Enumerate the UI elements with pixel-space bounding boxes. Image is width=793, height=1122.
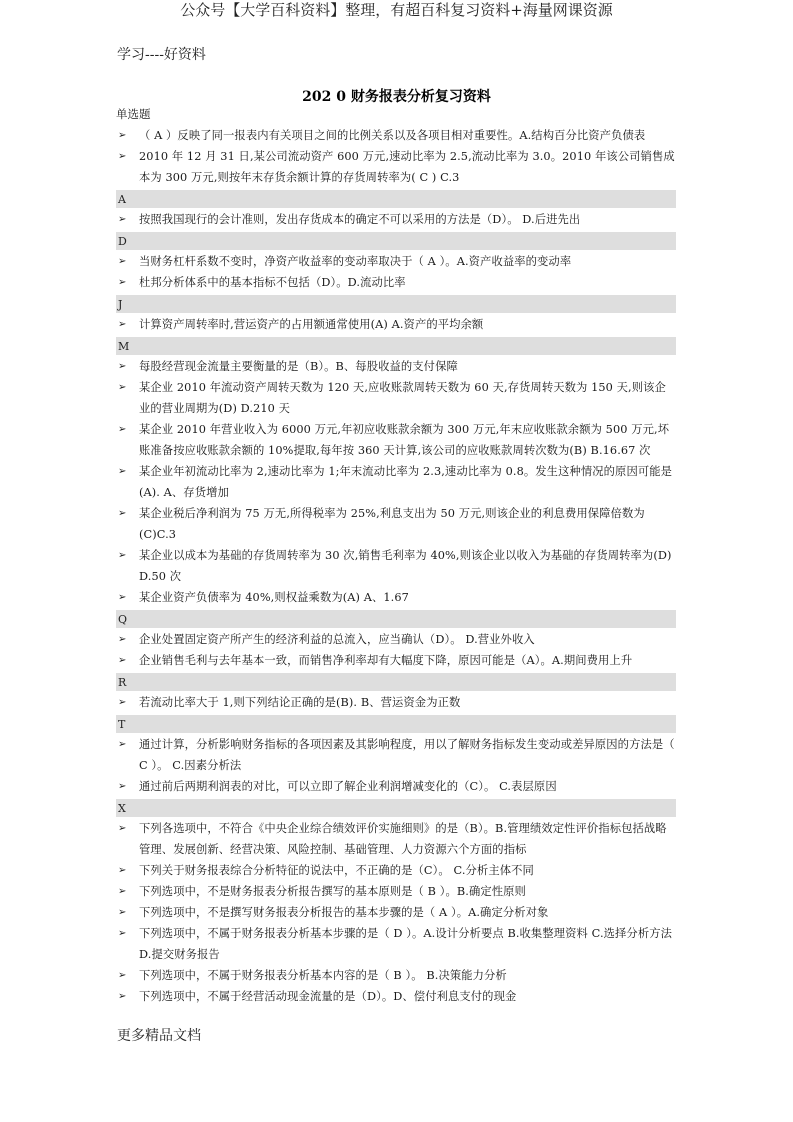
question-text: 若流动比率大于 1,则下列结论正确的是(B). B、营运资金为正数 [139,696,461,709]
question-text: （ A ）反映了同一报表内有关项目之间的比例关系以及各项目相对重要性。A.结构百分比资产负债表 [139,129,646,142]
question-item [116,146,676,188]
question-item [116,776,676,797]
question-text: 企业销售毛利与去年基本一致，而销售净利率却有大幅度下降，原因可能是（A）。A.期间费用上升 [139,654,633,667]
question-text: 某企业 2010 年流动资产周转天数为 120 天,应收账款周转天数为 60 天,存货周转天数为 150 天,则该企业的营业周期为(D) D.210 天 [139,381,666,415]
arrow-bullet-icon: ➢ [118,466,127,477]
question-text: 某企业年初流动比率为 2,速动比率为 1;年末流动比率为 2.3,速动比率为 0.8。发生这种情况的原因可能是(A). A、存货增加 [139,465,673,499]
letter-index-band: M [116,337,676,355]
question-text: 某企业资产负债率为 40%,则权益乘数为(A) A、1.67 [139,591,409,604]
arrow-bullet-icon: ➢ [118,550,127,561]
question-item [116,461,676,503]
arrow-bullet-icon: ➢ [118,697,127,708]
footer-text: 更多精品文档 [117,1028,201,1044]
arrow-bullet-icon: ➢ [118,823,127,834]
question-text: 2010 年 12 月 31 日,某公司流动资产 600 万元,速动比率为 2.5,流动比率为 3.0。2010 年该公司销售成本为 300 万元,则按年末存货余额计算的存货周转率为( C ) C.3 [139,150,675,184]
arrow-bullet-icon: ➢ [118,382,127,393]
question-item [116,545,676,587]
question-item [116,503,676,545]
document-body [116,104,676,1007]
question-text: 某企业以成本为基础的存货周转率为 30 次,销售毛利率为 40%,则该企业以收入为基础的存货周转率为(D) D.50 次 [139,549,672,583]
question-item [116,965,676,986]
question-item [116,923,676,965]
arrow-bullet-icon: ➢ [118,256,127,267]
arrow-bullet-icon: ➢ [118,991,127,1002]
arrow-bullet-icon: ➢ [118,739,127,750]
question-text: 当财务杠杆系数不变时，净资产收益率的变动率取决于（ A ）。A.资产收益率的变动率 [139,255,572,268]
question-text: 下列选项中，不属于财务报表分析基本内容的是（ B ）。 B.决策能力分析 [139,969,507,982]
question-text: 杜邦分析体系中的基本指标不包括（D）。D.流动比率 [139,276,406,289]
letter-index-band: Q [116,610,676,628]
question-item [116,209,676,230]
letter-index-band: A [116,190,676,208]
question-item [116,314,676,335]
question-groups [116,125,676,1007]
letter-index-band: T [116,715,676,733]
question-text: 下列关于财务报表综合分析特征的说法中，不正确的是（C）。 C.分析主体不同 [139,864,534,877]
arrow-bullet-icon: ➢ [118,886,127,897]
arrow-bullet-icon: ➢ [118,214,127,225]
question-text: 下列选项中，不是撰写财务报表分析报告的基本步骤的是（ A ）。A.确定分析对象 [139,906,549,919]
arrow-bullet-icon: ➢ [118,655,127,666]
arrow-bullet-icon: ➢ [118,277,127,288]
question-item [116,881,676,902]
brand-line: 学习----好资料 [117,47,206,63]
arrow-bullet-icon: ➢ [118,970,127,981]
top-banner: 公众号【大学百科资料】整理，有超百科复习资料+海量网课资源 [180,1,613,19]
letter-index-band: X [116,799,676,817]
arrow-bullet-icon: ➢ [118,508,127,519]
question-text: 下列各选项中，不符合《中央企业综合绩效评价实施细则》的是（B）。B.管理绩效定性评价指标包括战略管理、发展创新、经营决策、风险控制、基础管理、人力资源六个方面的指标 [139,822,667,856]
question-text: 企业处置固定资产所产生的经济利益的总流入，应当确认（D）。 D.营业外收入 [139,633,535,646]
question-text: 按照我国现行的会计准则，发出存货成本的确定不可以采用的方法是（D）。 D.后进先出 [139,213,581,226]
arrow-bullet-icon: ➢ [118,928,127,939]
arrow-bullet-icon: ➢ [118,907,127,918]
arrow-bullet-icon: ➢ [118,319,127,330]
arrow-bullet-icon: ➢ [118,781,127,792]
document-title: 202 0 财务报表分析复习资料 [302,89,491,105]
question-text: 某企业 2010 年营业收入为 6000 万元,年初应收账款余额为 300 万元,年末应收账款余额为 500 万元,坏账准备按应收账款余额的 10%提取,每年按 360 天计算,该公司的应收账款周转次数为(B) B.16.67 次 [139,423,670,457]
question-item [116,629,676,650]
question-item [116,902,676,923]
arrow-bullet-icon: ➢ [118,151,127,162]
question-text: 某企业税后净利润为 75 万无,所得税率为 25%,利息支出为 50 万元,则该企业的利息费用保障倍数为(C)C.3 [139,507,645,541]
arrow-bullet-icon: ➢ [118,361,127,372]
section-label: 单选题 [116,107,151,121]
arrow-bullet-icon: ➢ [118,865,127,876]
letter-index-band: D [116,232,676,250]
question-item [116,860,676,881]
question-text: 计算资产周转率时,营运资产的占用额通常使用(A) A.资产的平均余额 [139,318,484,331]
question-item [116,818,676,860]
question-text: 通过前后两期利润表的对比，可以立即了解企业利润增减变化的（C）。 C.表层原因 [139,780,557,793]
question-item [116,650,676,671]
question-item [116,377,676,419]
question-text: 下列选项中，不属于财务报表分析基本步骤的是（ D ）。A.设计分析要点 B.收集整理资料 C.选择分析方法 D.提交财务报告 [139,927,673,961]
question-item [116,272,676,293]
question-item [116,419,676,461]
question-item [116,587,676,608]
arrow-bullet-icon: ➢ [118,424,127,435]
question-item [116,251,676,272]
question-text: 通过计算，分析影响财务指标的各项因素及其影响程度，用以了解财务指标发生变动或差异原因的方法是（ C ）。 C.因素分析法 [139,738,675,772]
question-item [116,125,676,146]
question-text: 每股经营现金流量主要衡量的是（B）。B、每股收益的支付保障 [139,360,458,373]
question-text: 下列选项中，不是财务报表分析报告撰写的基本原则是（ B ）。B.确定性原则 [139,885,526,898]
question-item [116,692,676,713]
arrow-bullet-icon: ➢ [118,592,127,603]
question-item [116,734,676,776]
arrow-bullet-icon: ➢ [118,634,127,645]
question-item [116,986,676,1007]
arrow-bullet-icon: ➢ [118,130,127,141]
question-text: 下列选项中，不属于经营活动现金流量的是（D）。D、偿付利息支付的现金 [139,990,517,1003]
letter-index-band: R [116,673,676,691]
question-item [116,356,676,377]
letter-index-band: J [116,295,676,313]
